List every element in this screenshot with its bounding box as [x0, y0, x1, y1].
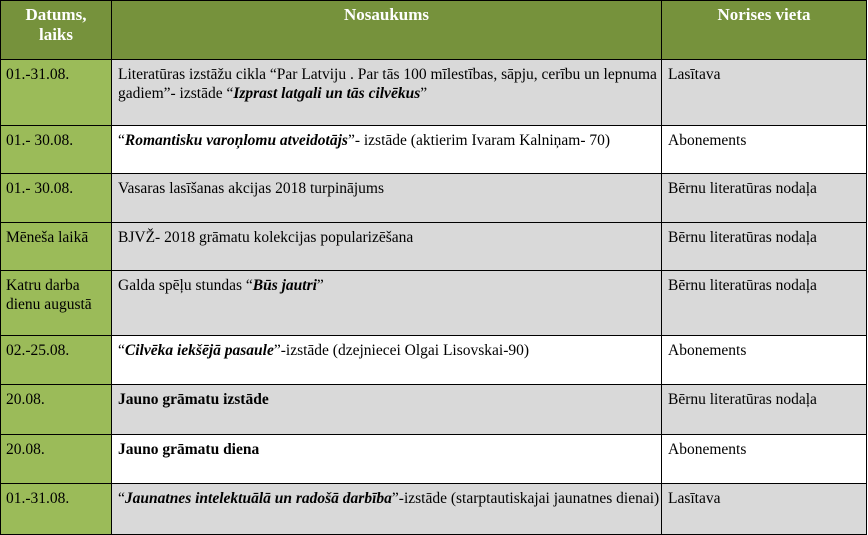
row-place: Bērnu literatūras nodaļa: [662, 174, 867, 223]
table-row: [1, 271, 867, 336]
row-name: [112, 126, 662, 174]
table-row: [1, 174, 867, 223]
row-date: 01.- 30.08.: [1, 126, 112, 174]
table-row: [1, 223, 867, 271]
row-date: Katru darba dienu augustā: [1, 271, 112, 336]
row-place: Bērnu literatūras nodaļa: [662, 385, 867, 435]
row-date: Mēneša laikā: [1, 223, 112, 271]
row-date: 20.08.: [1, 385, 112, 435]
name-text: “: [118, 490, 125, 507]
row-place: Bērnu literatūras nodaļa: [662, 223, 867, 271]
name-text: “: [118, 132, 125, 149]
row-date: 20.08.: [1, 435, 112, 484]
row-name: [112, 435, 662, 484]
name-text: Vasaras lasīšanas akcijas 2018 turpinājums: [118, 180, 385, 197]
row-name: [112, 385, 662, 435]
row-date: 01.-31.08.: [1, 484, 112, 535]
name-highlight: Romantisku varoņlomu atveidotājs: [124, 132, 348, 149]
name-highlight: Jaunatnes intelektuālā un radošā darbība: [124, 490, 392, 507]
table-row: [1, 336, 867, 385]
row-name: [112, 336, 662, 385]
row-name: [112, 271, 662, 336]
table-row: [1, 60, 867, 126]
row-name: [112, 60, 662, 126]
name-highlight: Izprast latgali un tās cilvēkus: [233, 85, 421, 102]
row-date: 02.-25.08.: [1, 336, 112, 385]
header-date: Datums, laiks: [1, 1, 112, 60]
row-place: Lasītava: [662, 484, 867, 535]
row-place: Abonements: [662, 126, 867, 174]
name-strong: Jauno grāmatu izstāde: [118, 391, 269, 408]
row-date: 01.- 30.08.: [1, 174, 112, 223]
header-row: [1, 1, 867, 60]
header-place: Norises vieta: [662, 1, 867, 60]
row-name: [112, 223, 662, 271]
name-text-end: ”: [420, 85, 428, 102]
name-text-end: ”- izstāde (aktierim Ivaram Kalniņam- 70): [347, 132, 611, 149]
row-name: [112, 174, 662, 223]
table-row: [1, 385, 867, 435]
table-row: [1, 484, 867, 535]
name-text: Galda spēļu stundas “: [118, 277, 253, 294]
row-place: Lasītava: [662, 60, 867, 126]
name-text: BJVŽ- 2018 grāmatu kolekcijas popularizēšana: [118, 229, 414, 246]
table-row: [1, 126, 867, 174]
row-date: 01.-31.08.: [1, 60, 112, 126]
table-row: [1, 435, 867, 484]
name-text: “: [118, 342, 125, 359]
name-text: Literatūras izstāžu cikla “Par Latviju . Par tās 100 mīlestības, sāpju, cerību un lepnuma gadiem”- izstāde “: [118, 66, 657, 102]
name-highlight: Cilvēka iekšējā pasaule: [124, 342, 274, 359]
name-highlight: Būs jautri: [252, 277, 317, 294]
name-text-end: ”-izstāde (starptautiskajai jaunatnes dienai): [391, 490, 660, 507]
row-name: [112, 484, 662, 535]
name-text-end: ”-izstāde (dzejniecei Olgai Lisovskai-90): [273, 342, 530, 359]
row-place: Bērnu literatūras nodaļa: [662, 271, 867, 336]
row-place: Abonements: [662, 435, 867, 484]
name-strong: Jauno grāmatu diena: [118, 441, 260, 458]
name-text-end: ”: [316, 277, 324, 294]
header-name: Nosaukums: [112, 1, 662, 60]
row-place: Abonements: [662, 336, 867, 385]
